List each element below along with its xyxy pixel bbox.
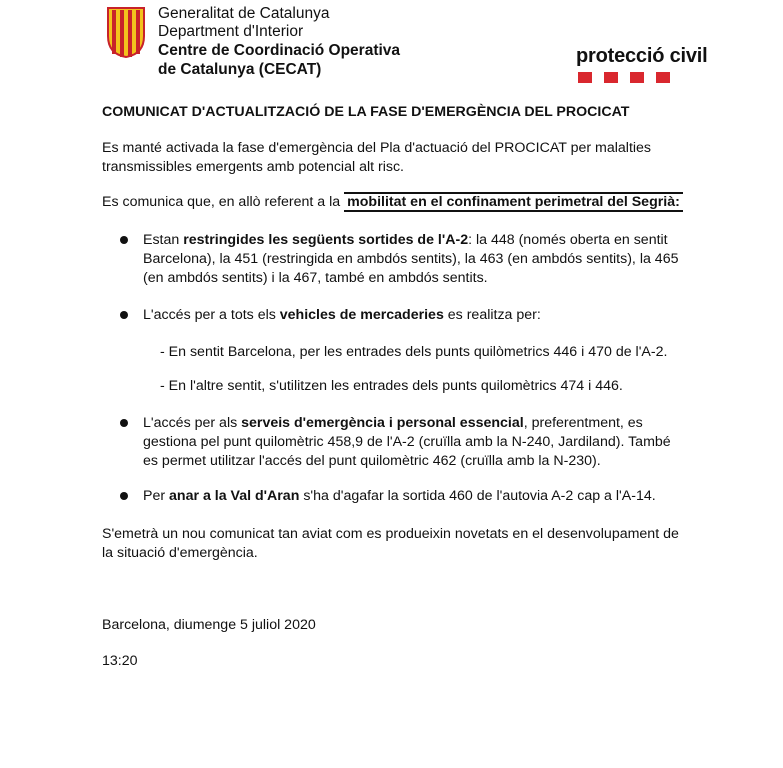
b1-bold: restringides les següents sortides de l'A-2: [183, 232, 469, 248]
b4-post: s'ha d'agafar la sortida 460 de l'autovia A-2 cap a l'A-14.: [299, 488, 656, 504]
b4-pre: Per: [143, 488, 170, 504]
header-org-line1: Generalitat de Catalunya: [158, 5, 330, 22]
b2-bold: vehicles de mercaderies: [279, 307, 444, 323]
closing-line1: S'emetrà un nou comunicat tan aviat com es produeixin novetats en el desenvolupament de: [102, 526, 679, 542]
b1-line2: Barcelona), la 451 (restringida en ambdós sentits), la 463 (en ambdós sentits), la 465: [143, 251, 679, 267]
closing-paragraph: [102, 525, 712, 563]
time: 13:20: [102, 653, 138, 669]
b1-post: : la 448 (només oberta en sentit: [468, 232, 668, 248]
logo-squares: [578, 72, 708, 83]
freight-sub-item-1: - En sentit Barcelona, per les entrades dels punts quilòmetrics 446 i 470 de l'A-2.: [160, 344, 668, 360]
b1-line3: (en ambdós sentits) i la 467, també en ambdós sentits.: [143, 270, 488, 286]
bullet-dot: [120, 419, 128, 427]
b3-post: , preferentment, es: [523, 415, 643, 431]
b2-post: es realitza per:: [443, 307, 541, 323]
freight-sub-item-2: - En l'altre sentit, s'utilitzen les entrades dels punts quilomètrics 474 i 446.: [160, 378, 623, 394]
proteccio-civil-logo: [576, 45, 708, 83]
logo-text: protecció civil: [576, 45, 708, 67]
generalitat-seal-icon: [106, 6, 146, 59]
communique-highlight: mobilitat en el confinament perimetral del Segrià:: [344, 192, 683, 212]
document-title: COMUNICAT D'ACTUALITZACIÓ DE LA FASE D'EMERGÈNCIA DEL PROCICAT: [102, 104, 630, 120]
header-org-line2: Department d'Interior: [158, 23, 304, 40]
bullet-dot: [120, 492, 128, 500]
b3-line3: es permet utilitzar l'accés del punt quilomètric 462 (cruïlla amb la N-230).: [143, 453, 601, 469]
b3-bold: serveis d'emergència i personal essencial: [241, 415, 524, 431]
place-date: Barcelona, diumenge 5 juliol 2020: [102, 617, 316, 633]
intro-paragraph: [102, 139, 712, 177]
bullet-item-restricted-exits: [143, 231, 703, 288]
intro-line1: Es manté activada la fase d'emergència del Pla d'actuació del PROCICAT per malalties: [102, 140, 652, 156]
closing-line2: la situació d'emergència.: [102, 545, 258, 561]
bullet-item-val-aran: [143, 487, 703, 506]
bullet-item-freight-vehicles: [143, 306, 703, 325]
b4-bold: anar a la Val d'Aran: [169, 488, 300, 504]
header-org-line4: de Catalunya (CECAT): [158, 61, 322, 78]
b3-line2: gestiona pel punt quilomètric 458,9 de l'A-2 (cruïlla amb la N-240, Jardiland). També: [143, 434, 671, 450]
header-org-line3: Centre de Coordinació Operativa: [158, 42, 401, 59]
b3-pre: L'accés per als: [143, 415, 242, 431]
b2-pre: L'accés per a tots els: [143, 307, 280, 323]
communique-paragraph: [102, 193, 712, 212]
communique-prefix: Es comunica que, en allò referent a la: [102, 194, 345, 210]
bullet-item-emergency-services: [143, 414, 703, 471]
bullet-dot: [120, 236, 128, 244]
b1-pre: Estan: [143, 232, 184, 248]
bullet-dot: [120, 311, 128, 319]
intro-line2: transmissibles emergents amb potencial alt risc.: [102, 159, 404, 175]
